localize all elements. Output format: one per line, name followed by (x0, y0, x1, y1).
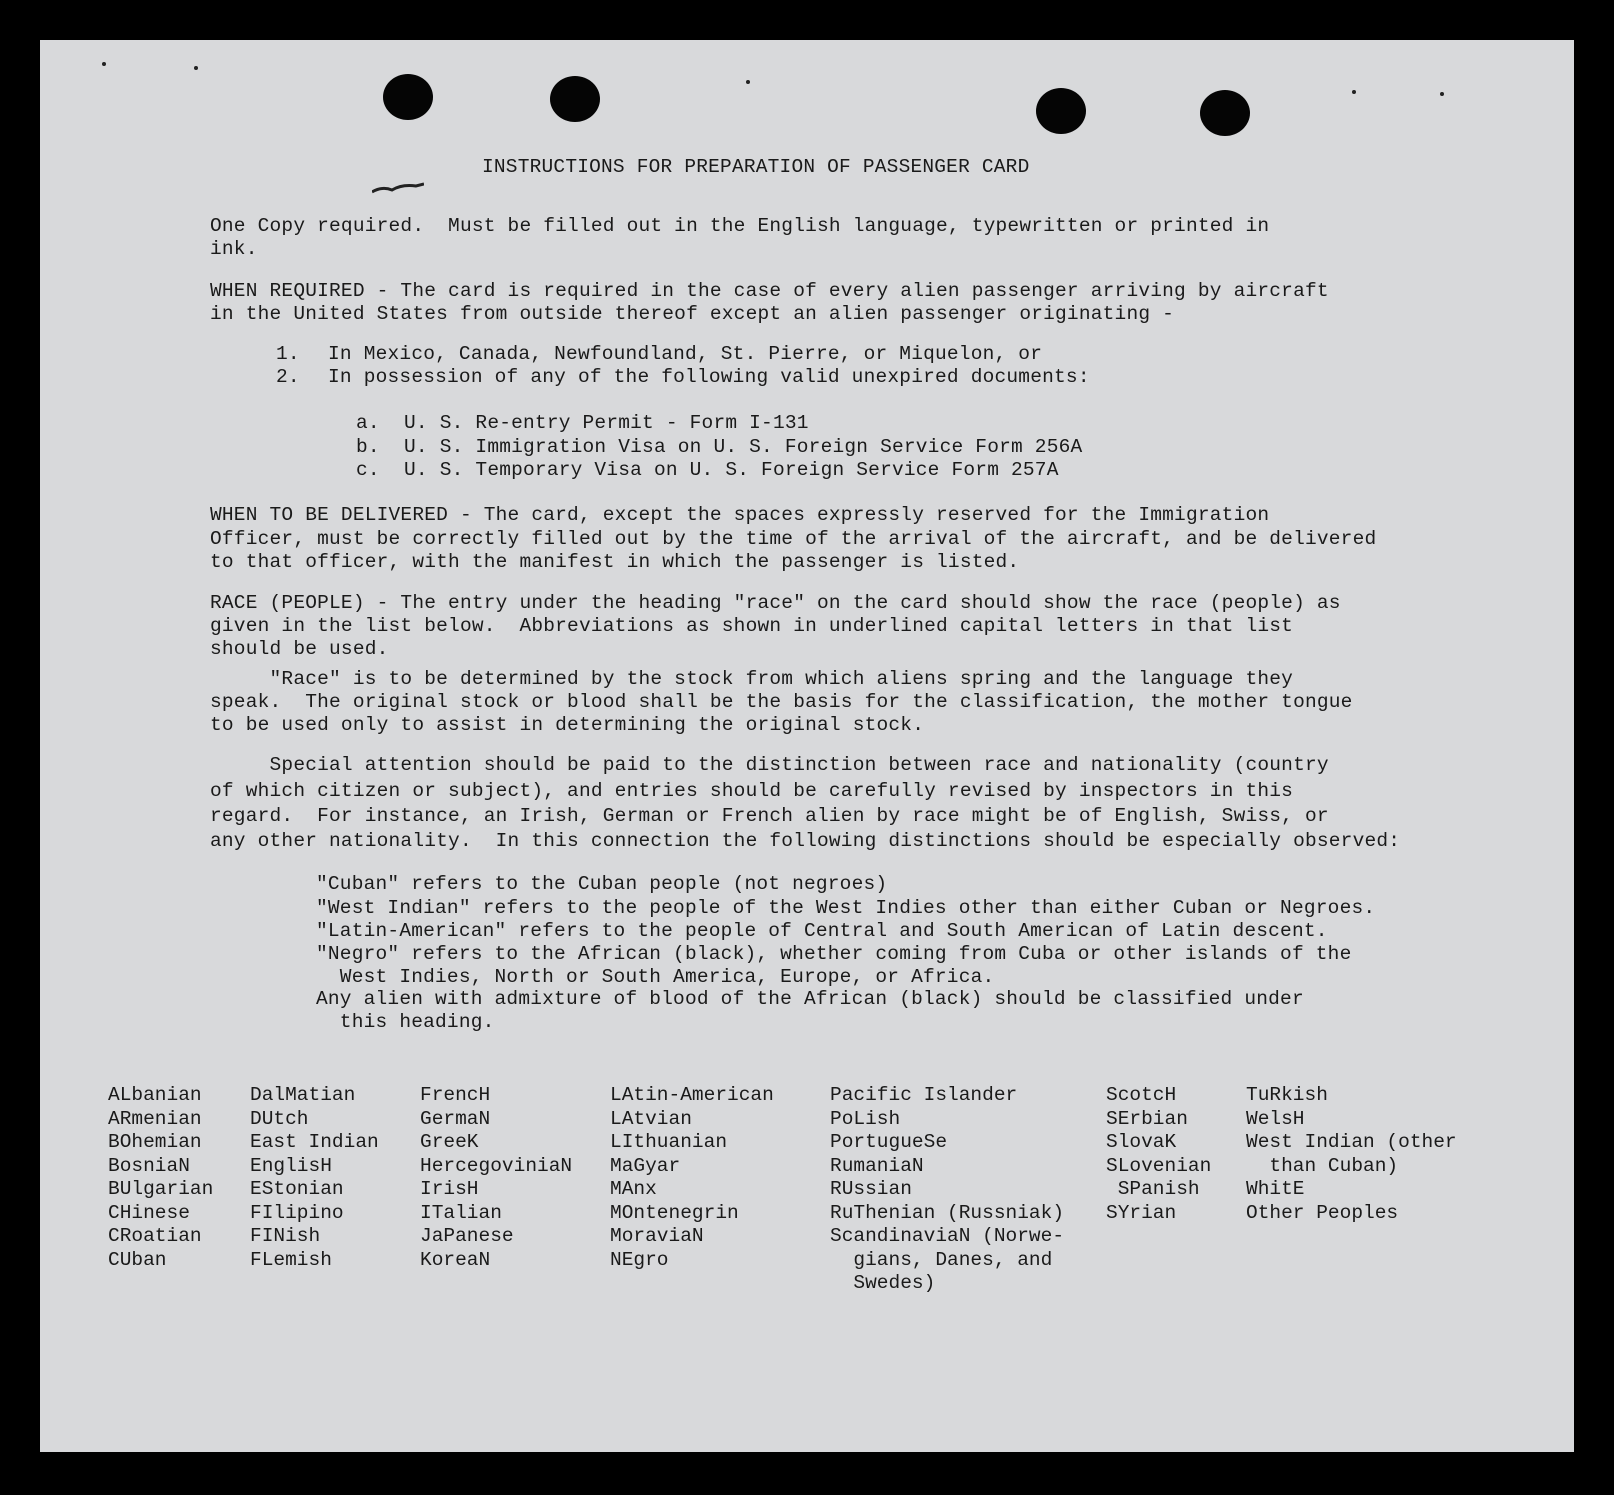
delivered-line: WHEN TO BE DELIVERED - The card, except the spaces expressly reserved for the Immigration (210, 504, 1270, 526)
race-entry: SlovaK (1106, 1131, 1177, 1153)
race-line: should be used. (210, 638, 389, 660)
race-entry: CHinese (108, 1201, 190, 1224)
race-entry: BUlgarian (108, 1178, 214, 1200)
race-entry: LAtvian (610, 1107, 692, 1130)
race-entry: KoreaN (420, 1248, 491, 1271)
punch-hole (1200, 90, 1250, 136)
race-column (420, 1084, 572, 1272)
race-entry: FLemish (250, 1248, 332, 1271)
para-copy-line: ink. (210, 238, 258, 260)
distinction-line: "Latin-American" refers to the people of Central and South American of Latin descent. (316, 920, 1328, 942)
delivered-line: Officer, must be correctly filled out by the time of the arrival of the aircraft, and be delivered (210, 528, 1377, 550)
race-entry: IrisH (420, 1178, 479, 1200)
race-entry: EnglisH (250, 1154, 332, 1177)
race-entry: FINish (250, 1225, 321, 1247)
distinction-line: Any alien with admixture of blood of the African (black) should be classified under (316, 988, 1304, 1010)
distinction-line: this heading. (316, 1011, 495, 1033)
punch-hole (1036, 88, 1086, 134)
special-attention-line: any other nationality. In this connection the following distinctions should be especially observed: (210, 830, 1401, 852)
race-entry: EStonian (250, 1178, 344, 1200)
special-attention-line: of which citizen or subject), and entries should be carefully revised by inspectors in this (210, 780, 1294, 802)
when-required-line: in the United States from outside thereof except an alien passenger originating - (210, 303, 1175, 325)
race-entry: gians, Danes, and (830, 1248, 1053, 1271)
distinction-line: West Indies, North or South America, Europe, or Africa. (316, 966, 995, 988)
distinction-line: "Negro" refers to the African (black), whether coming from Cuba or other islands of the (316, 943, 1352, 965)
race-entry: DalMatian (250, 1084, 356, 1106)
para-copy-line: One Copy required. Must be filled out in the English language, typewritten or printed in (210, 215, 1270, 237)
race-entry: than Cuban) (1246, 1154, 1399, 1177)
race-entry: West Indian (other (1246, 1131, 1457, 1153)
list-letter: b. (356, 436, 380, 458)
race-entry: MOntenegrin (610, 1201, 739, 1224)
list-item: In Mexico, Canada, Newfoundland, St. Pierre, or Miquelon, or (328, 343, 1043, 365)
race-entry: GreeK (420, 1131, 479, 1153)
race-entry: RUssian (830, 1178, 912, 1200)
race-determined-line: speak. The original stock or blood shall be the basis for the classification, the mother tongue (210, 691, 1353, 713)
special-attention-line: Special attention should be paid to the distinction between race and nationality (country (210, 754, 1329, 776)
race-entry: BosniaN (108, 1154, 190, 1177)
list-number: 1. (276, 343, 300, 365)
race-entry: HercegoviniaN (420, 1154, 573, 1177)
speck (1440, 92, 1444, 96)
race-line: given in the list below. Abbreviations as shown in underlined capital letters in that list (210, 615, 1294, 637)
list-item: U. S. Re-entry Permit - Form I-131 (404, 412, 809, 434)
document-page (40, 40, 1574, 1452)
speck (746, 80, 750, 84)
race-entry: JaPanese (420, 1225, 514, 1247)
race-entry: RuThenian (Russniak) (830, 1201, 1065, 1224)
race-entry: CUban (108, 1248, 167, 1271)
race-entry: PoLish (830, 1107, 901, 1130)
list-item: In possession of any of the following valid unexpired documents: (328, 366, 1090, 388)
speck (102, 62, 106, 66)
race-entry: NEgro (610, 1248, 669, 1271)
race-entry: MoraviaN (610, 1225, 704, 1247)
race-entry: WhitE (1246, 1178, 1305, 1200)
race-column (830, 1084, 1064, 1296)
race-entry: MaGyar (610, 1154, 681, 1177)
race-entry: BOhemian (108, 1131, 202, 1153)
race-determined-line: to be used only to assist in determining the original stock. (210, 714, 925, 736)
race-entry: ITalian (420, 1201, 502, 1224)
race-entry: GermaN (420, 1107, 491, 1130)
special-attention-line: regard. For instance, an Irish, German or French alien by race might be of English, Swiss, or (210, 805, 1329, 827)
race-entry: LAtin-American (610, 1084, 774, 1106)
race-entry: East Indian (250, 1131, 379, 1153)
list-letter: c. (356, 459, 380, 481)
race-column (1246, 1084, 1457, 1225)
race-column (1106, 1084, 1211, 1225)
race-line: RACE (PEOPLE) - The entry under the heading "race" on the card should show the race (people) as (210, 592, 1341, 614)
race-entry: ScotcH (1106, 1084, 1177, 1106)
list-number: 2. (276, 366, 300, 388)
race-entry: PortugueSe (830, 1131, 948, 1153)
race-determined-line: "Race" is to be determined by the stock from which aliens spring and the language they (210, 668, 1294, 690)
delivered-line: to that officer, with the manifest in which the passenger is listed. (210, 551, 1020, 573)
race-entry: Pacific Islander (830, 1084, 1018, 1106)
race-entry: DUtch (250, 1107, 309, 1130)
race-entry: SErbian (1106, 1107, 1188, 1130)
race-entry: LIthuanian (610, 1131, 728, 1153)
race-entry: SYrian (1106, 1201, 1177, 1224)
speck (194, 66, 198, 70)
race-entry: ARmenian (108, 1107, 202, 1130)
list-item: U. S. Temporary Visa on U. S. Foreign Service Form 257A (404, 459, 1059, 481)
punch-hole (383, 74, 433, 120)
list-item: U. S. Immigration Visa on U. S. Foreign Service Form 256A (404, 436, 1083, 458)
page-title: INSTRUCTIONS FOR PREPARATION OF PASSENGER CARD (482, 156, 1030, 178)
race-entry: ScandinaviaN (Norwe- (830, 1225, 1065, 1247)
race-entry: MAnx (610, 1178, 657, 1200)
race-entry: RumaniaN (830, 1154, 924, 1177)
race-column (108, 1084, 213, 1272)
pen-mark (372, 182, 424, 196)
race-entry: FrencH (420, 1084, 491, 1106)
race-column (610, 1084, 774, 1272)
race-entry: ALbanian (108, 1084, 202, 1106)
distinction-line: "West Indian" refers to the people of the West Indies other than either Cuban or Negroes. (316, 897, 1376, 919)
speck (1352, 90, 1356, 94)
race-entry: WelsH (1246, 1107, 1305, 1130)
race-entry: SPanish (1106, 1178, 1200, 1200)
race-entry: CRoatian (108, 1225, 202, 1247)
distinction-line: "Cuban" refers to the Cuban people (not negroes) (316, 873, 888, 895)
race-entry: Other Peoples (1246, 1201, 1399, 1224)
punch-hole (550, 76, 600, 122)
list-letter: a. (356, 412, 380, 434)
race-entry: TuRkish (1246, 1084, 1328, 1106)
race-column (250, 1084, 379, 1272)
when-required-line: WHEN REQUIRED - The card is required in the case of every alien passenger arriving by aircraft (210, 280, 1329, 302)
race-entry: FIlipino (250, 1201, 344, 1224)
race-entry: SLovenian (1106, 1154, 1212, 1177)
race-entry: Swedes) (830, 1272, 936, 1294)
